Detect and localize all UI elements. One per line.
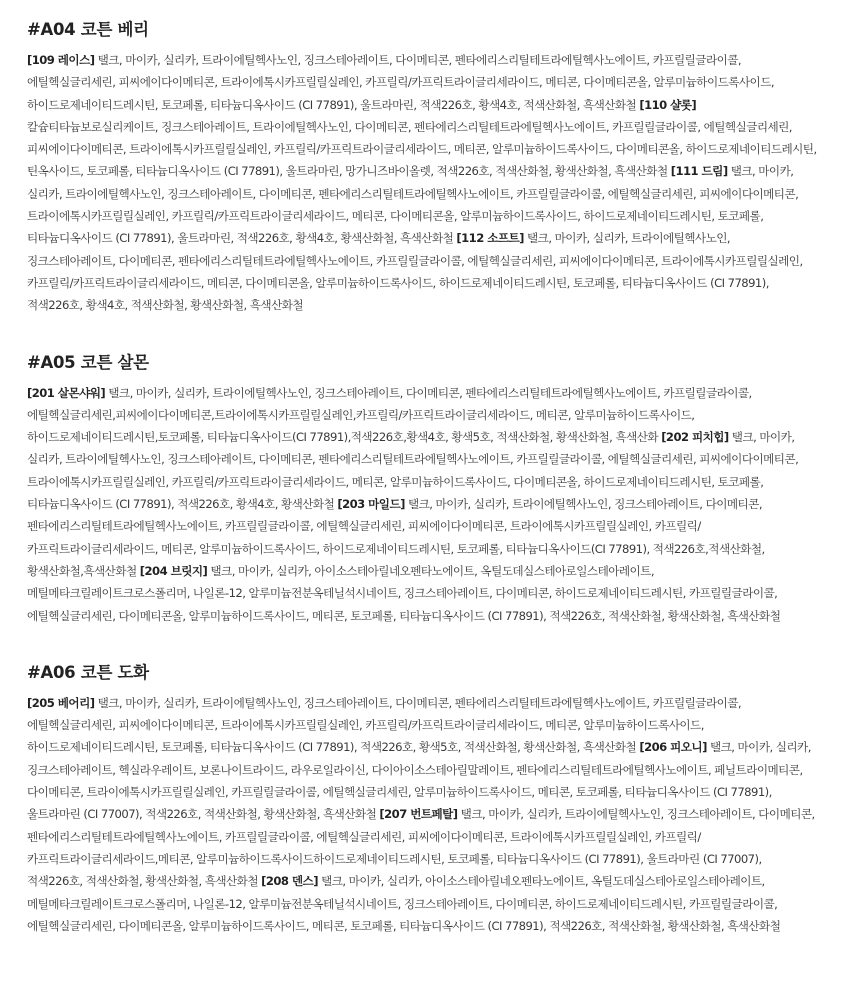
- shade-ingredients: 탤크, 마이카, 실리카, 트라이에틸헥사노인, 징크스테아레이트, 다이메티콘, 펜타에리스리틸테트라에틸헥사노에이트, 카프릴릴글라이콜, 에틸헥실글리세린, 피씨에이다이메티콘, 트라이에톡시카프릴릴실레인, 카프릴릭/카프릭트라이글리세라이드, 메티콘, 다이메티콘올, 알루미늄하이드록사이드, 하이드로제네이티드레시틴, 토코페롤, 티타늄디옥사이드 (CI 77891), 울트라마린, 적색226호, 황색4호, 적색산화철, 흑색산화철: [27, 53, 774, 112]
- shade-ingredients: 탤크, 마이카, 실리카, 트라이에틸헥사노인, 징크스테아레이트, 다이메티콘, 펜타에리스리틸테트라에틸헥사노에이트, 카프릴릴글라이콜, 에틸헥실글리세린, 피씨에이다이메티콘, 트라이에톡시카프릴릴실레인, 카프릴릭/카프릭트라이글리세라이드,메티콘, 알루미늄하이드록사이드하이드로제네이티드레시틴, 토코페롤, 티타늄디옥사이드 (CI 77891), 울트라마린 (CI 77007), 적색226호, 적색산화철, 황색산화철, 흑색산화철: [27, 807, 815, 889]
- section-a05: [27, 351, 817, 627]
- shade-name: [204 브릿지]: [139, 563, 208, 578]
- shade-name: [206 피오니]: [639, 740, 707, 755]
- section-a06: [27, 661, 817, 937]
- section-title: #A04 코튼 베리: [27, 20, 149, 39]
- shade-ingredients: 탤크, 마이카, 실리카, 아이소스테아릴네오펜타노에이트, 옥틸도데실스테아로일스테아레이트, 메틸메타크릴레이트크로스폴리머, 나일론-12, 알루미늄전분옥테닐석시네이트, 징크스테아레이트, 다이메티콘, 하이드로제네이티드레시틴, 카프릴릴글라이콜, 에틸헥실글리세린, 다이메티콘올, 알루미늄하이드록사이드, 메티콘, 토코페롤, 티타늄디옥사이드 (CI 77891), 적색226호, 적색산화철, 황색산화철, 흑색산화철: [27, 563, 781, 623]
- shade-name: [111 드림]: [670, 164, 728, 179]
- shade-name: [112 소프트]: [456, 231, 524, 246]
- shade-name: [202 피치힙]: [661, 430, 729, 445]
- section-body: [27, 49, 817, 317]
- shade-ingredients: 탤크, 마이카, 실리카, 트라이에틸헥사노인, 징크스테아레이트, 다이메티콘, 펜타에리스리틸테트라에틸헥사노에이트, 카프릴릴글라이콜, 에틸헥실글리세린, 피씨에이다이메티콘, 트라이에톡시카프릴릴실레인, 카프릴릭/카프릭트라이글리세라이드, 메티콘, 알루미늄하이드록사이드, 다이메티콘올, 하이드로제네이티드레시틴, 토코페롤, 티타늄디옥사이드 (CI 77891), 적색226호, 황색4호, 황색산화철: [27, 430, 799, 512]
- section-title: #A05 코튼 살몬: [27, 352, 149, 372]
- shade-ingredients: 탤크, 마이카, 실리카, 트라이에틸헥사노인, 징크스테아레이트, 다이메티콘, 펜타에리스리틸테트라에틸헥사노에이트, 카프릴릴글라이콜, 에틸헥실글리세린, 피씨에이다이메티콘, 트라이에톡시카프릴릴실레인, 카프릴릭/카프릭트라이글리세라이드, 메티콘, 다이메티콘올, 알루미늄하이드록사이드, 하이드로제네이티드레시틴, 토코페롤, 티타늄디옥사이드 (CI 77891), 울트라마린, 적색226호, 황색4호, 황색산화철, 흑색산화철: [27, 164, 799, 246]
- shade-name: [205 베어리]: [27, 695, 95, 710]
- section-body: [27, 692, 817, 937]
- section-title: #A06 코튼 도화: [27, 662, 149, 682]
- section-body: [27, 382, 817, 627]
- shade-ingredients: 탤크, 마이카, 실리카, 트라이에틸헥사노인, 징크스테아레이트, 다이메티콘, 펜타에리스리틸테트라에틸헥사노에이트, 카프릴릴글라이콜, 에틸헥실글리세린,피씨에이다이메티콘,트라이에톡시카프릴릴실레인,카프릴릭/카프릭트라이글리세라이드, 메티콘, 알루미늄하이드록사이드, 하이드로제네이티드레시틴,토코페롤, 티타늄디옥사이드(CI 77891),적색226호,황색4호, 황색5호, 적색산화철, 황색산화철, 흑색산화: [27, 385, 752, 445]
- shade-ingredients: 탤크, 마이카, 실리카, 트라이에틸헥사노인, 징크스테아레이트, 다이메티콘,펜타에리스리틸테트라에틸헥사노에이트, 카프릴릴글라이콜, 에틸헥실글리세린, 피씨에이다이메티콘, 트라이에톡시카프릴릴실레인, 카프릴릭/카프릭트라이글리세라이드, 메티콘, 알루미늄하이드록사이드, 하이드로제네이티드레시틴, 토코페롤, 티타늄디옥사이드(CI 77891), 적색226호,적색산화철,황색산화철,흑색산화철: [27, 497, 765, 578]
- section-a04: [27, 18, 817, 317]
- shade-name: [110 샬롯]: [639, 97, 697, 112]
- shade-ingredients: 탤크, 마이카, 실리카, 트라이에틸헥사노인, 징크스테아레이트, 다이메티콘, 펜타에리스리틸테트라에틸헥사노에이트, 카프릴릴글라이콜, 에틸헥실글리세린, 피씨에이다이메티콘, 트라이에톡시카프릴릴실레인, 카프릴릭/카프릭트라이글리세라이드, 메티콘, 알루미늄하이드록사이드, 하이드로제네이티드레시틴, 토코페롤, 티타늄디옥사이드 (CI 77891), 적색226호, 황색5호, 적색산화철, 황색산화철, 흑색산화철: [27, 695, 742, 755]
- shade-name: [201 살몬샤워]: [27, 385, 106, 400]
- shade-name: [208 덴스]: [261, 874, 318, 889]
- shade-ingredients: 탤크, 마이카, 실리카, 징크스테아레이트, 헥실라우레이트, 보론나이트라이드, 라우로일라이신, 다이아이소스테아릴말레이트, 펜타에리스리틸테트라에틸헥사노에이트, 페닐트라이메티콘, 다이메티콘, 트라이에톡시카프릴릴실레인, 카프릴릴글라이콜, 에틸헥실글리세린, 알루미늄하이드록사이드, 메티콘, 토코페롤, 티타늄디옥사이드 (CI 77891), 울트라마린 (CI 77007), 적색226호, 적색산화철, 황색산화철, 흑색산화철: [27, 740, 811, 822]
- shade-ingredients: 칼슘티타늄보로실리케이트, 징크스테아레이트, 트라이에틸헥사노인, 다이메티콘, 펜타에리스리틸테트라에틸헥사노에이트, 카프릴릴글라이콜, 에틸헥실글리세린, 피씨에이다이메티콘, 트라이에톡시카프릴릴실레인, 카프릴릭/카프릭트라이글리세라이드, 메티콘, 알루미늄하이드록사이드, 다이메티콘올, 하이드로제네이티드레시틴, 틴옥사이드, 토코페롤, 티타늄디옥사이드 (CI 77891), 울트라마린, 망가니즈바이올렛, 적색226호, 적색산화철, 황색산화철, 흑색산화철: [27, 119, 817, 179]
- shade-ingredients: 탤크, 마이카, 실리카, 아이소스테아릴네오펜타노에이트, 옥틸도데실스테아로일스테아레이트, 메틸메타크릴레이트크로스폴리머, 나일론-12, 알루미늄전분옥테닐석시네이트, 징크스테아레이트, 다이메티콘, 하이드로제네이티드레시틴, 카프릴릴글라이콜, 에틸헥실글리세린, 다이메티콘올, 알루미늄하이드록사이드, 메티콘, 토코페롤, 티타늄디옥사이드 (CI 77891), 적색226호, 적색산화철, 황색산화철, 흑색산화철: [27, 874, 781, 933]
- shade-name: [109 레이스]: [27, 53, 95, 67]
- shade-name: [203 마일드]: [337, 497, 405, 512]
- shade-ingredients: 탤크, 마이카, 실리카, 트라이에틸헥사노인, 징크스테아레이트, 다이메티콘, 펜타에리스리틸테트라에틸헥사노에이트, 카프릴릴글라이콜, 에틸헥실글리세린, 피씨에이다이메티콘, 트라이에톡시카프릴릴실레인, 카프릴릭/카프릭트라이글리세라이드, 메티콘, 다이메티콘올, 알루미늄하이드록사이드, 하이드로제네이티드레시틴, 토코페롤, 티타늄디옥사이드 (CI 77891), 적색226호, 황색4호, 적색산화철, 황색산화철, 흑색산화철: [27, 231, 803, 313]
- shade-name: [207 번트페탈]: [379, 807, 458, 822]
